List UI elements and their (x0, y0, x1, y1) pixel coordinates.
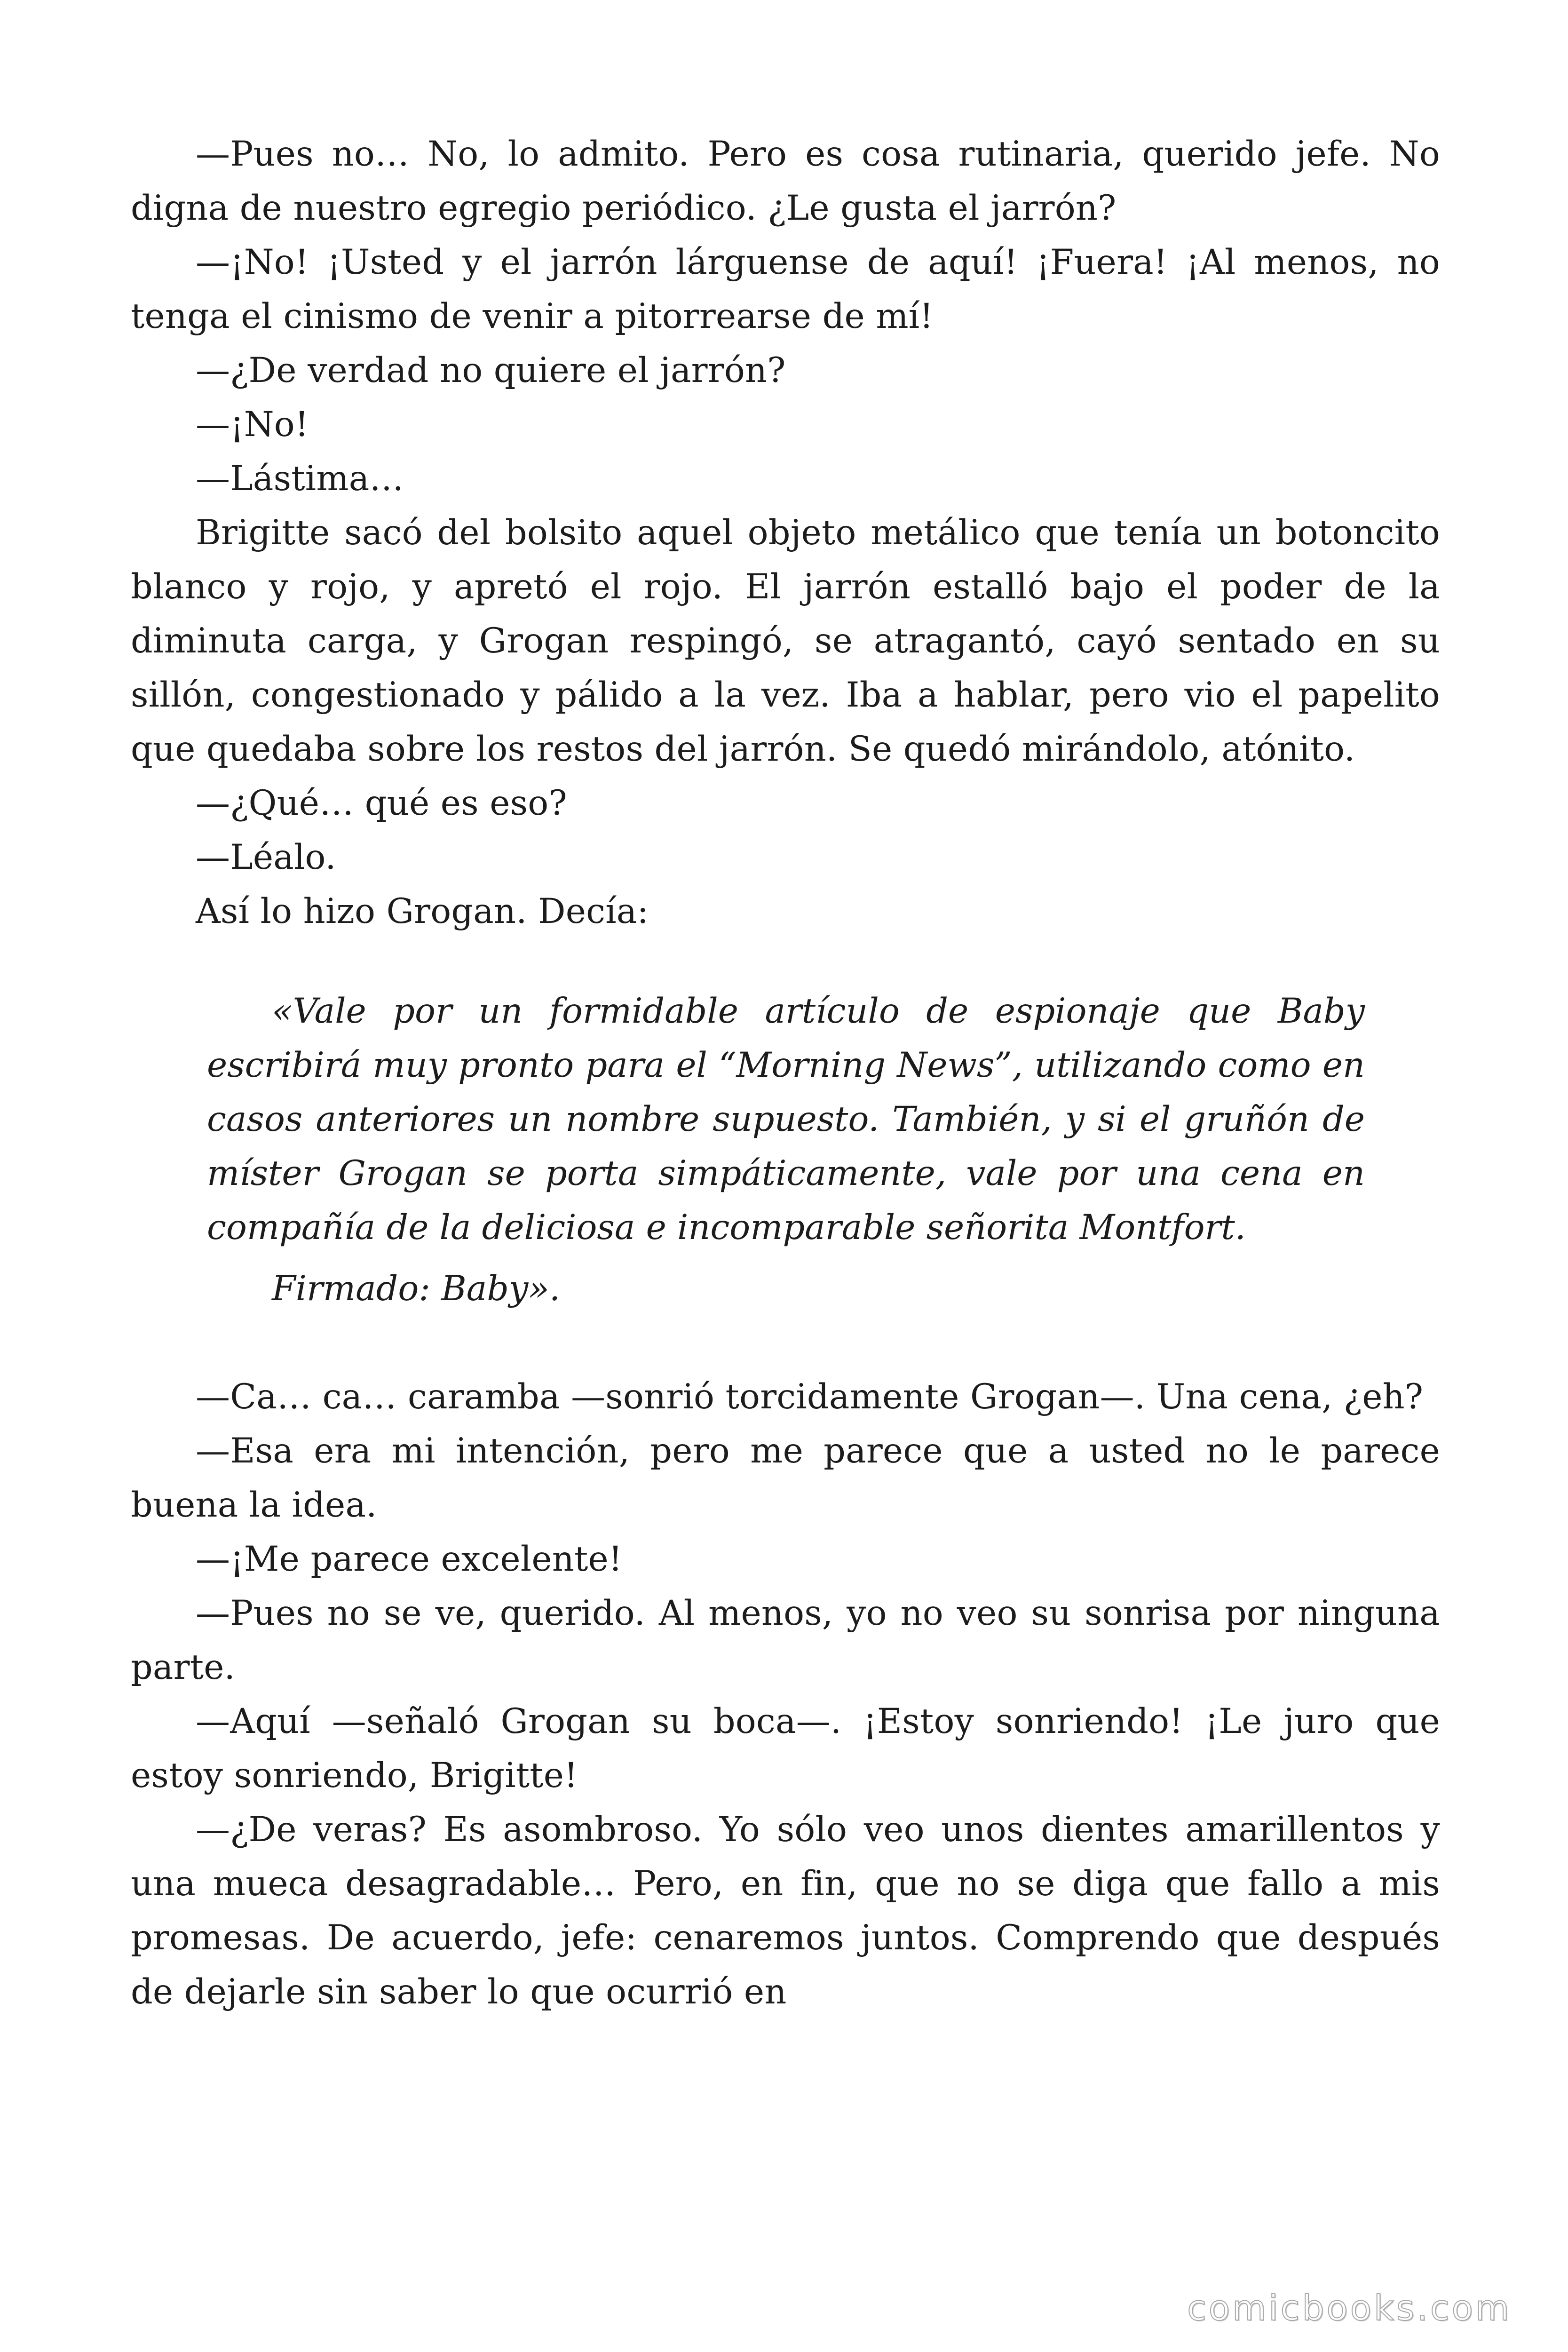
watermark: comicbooks.com (1187, 2288, 1512, 2328)
paragraph: Así lo hizo Grogan. Decía: (196, 891, 649, 931)
paragraph: —Lástima… (196, 459, 404, 499)
paragraph: Brigitte sacó del bolsito aquel objeto metálico que tenía un botoncito blanco y rojo, y apretó el rojo. El jarrón estalló bajo el poder de la diminuta carga, y Grogan respingó, se atragantó, cayó sentado en su sillón, congestionado y pálido a la vez. Iba a hablar, pero vio el papelito que quedaba sobre los restos del jarrón. Se quedó mirándolo, atónito. (131, 513, 1440, 769)
paragraph: —¡No! ¡Usted y el jarrón lárguense de aquí! ¡Fuera! ¡Al menos, no tenga el cinismo de venir a pitorrearse de mí! (131, 242, 1440, 336)
paragraph: —¿De verdad no quiere el jarrón? (196, 350, 786, 390)
text-block-before (131, 127, 1440, 938)
paragraph: —Esa era mi intención, pero me parece que a usted no le parece buena la idea. (131, 1431, 1440, 1525)
paragraph: —Pues no se ve, querido. Al menos, yo no veo su sonrisa por ninguna parte. (131, 1593, 1440, 1687)
paragraph: —Ca… ca… caramba —sonrió torcidamente Grogan—. Una cena, ¿eh? (196, 1377, 1424, 1417)
quoted-note-signature: Firmado: Baby». (272, 1269, 561, 1309)
paragraph: —¿De veras? Es asombroso. Yo sólo veo unos dientes amarillentos y una mueca desagradable… Pero, en fin, que no se diga que fallo a mis promesas. De acuerdo, jefe: cenaremos juntos. Comprendo que después de dejarle sin saber lo que ocurrió en (131, 1810, 1440, 2012)
quoted-note-body: «Vale por un formidable artículo de espionaje que Baby escribirá muy pronto para el “Morning News”, utilizando como en casos anteriores un nombre supuesto. También, y si el gruñón de míster Grogan se porta simpáticamente, vale por una cena en compañía de la deliciosa e incomparable señorita Montfort. (207, 991, 1365, 1248)
quoted-note (207, 984, 1365, 1316)
paragraph: —Aquí —señaló Grogan su boca—. ¡Estoy sonriendo! ¡Le juro que estoy sonriendo, Brigitte! (131, 1701, 1440, 1796)
paragraph: —¿Qué… qué es eso? (196, 783, 567, 823)
paragraph: —¡Me parece excelente! (196, 1539, 623, 1579)
text-block-after (131, 1370, 1440, 2019)
paragraph: —¡No! (196, 405, 309, 445)
paragraph: —Léalo. (196, 837, 336, 877)
page-text (131, 127, 1440, 2019)
paragraph: —Pues no… No, lo admito. Pero es cosa rutinaria, querido jefe. No digna de nuestro egregio periódico. ¿Le gusta el jarrón? (131, 134, 1440, 228)
